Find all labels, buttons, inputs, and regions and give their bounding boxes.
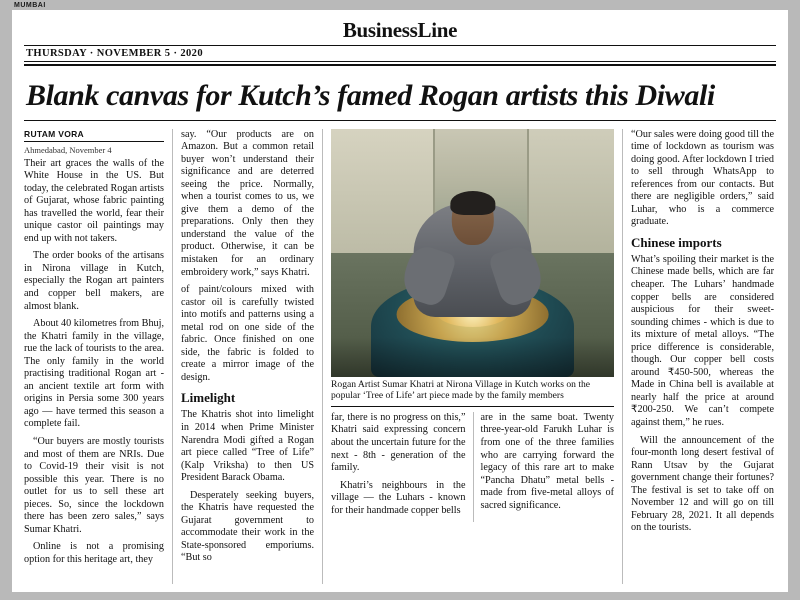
masthead-title xyxy=(24,20,776,41)
masthead-divider-bottom xyxy=(24,64,776,66)
paragraph: are in the same boat. Twenty three-year-old Farukh Luhar is from one of the three families who are carrying forward the legacy of this rare art to make “Pancha Dhatu” metal bells - made from five-metal alloys of sacred significance. xyxy=(480,411,614,511)
photo-wall-panel-right xyxy=(527,129,614,258)
paragraph: The Khatris shot into limelight in 2014 when Prime Minister Narendra Modi gifted a Rogan art piece called “Tree of Life” (Kalp Vriksha) to then US President Barack Obama. xyxy=(181,409,314,484)
paragraph: The order books of the artisans in Nirona village in Kutch, especially the Rogan art painters and copper bell makers, are almost blank. xyxy=(24,250,164,312)
masthead-divider-mid xyxy=(24,61,776,62)
photo-artist-hair xyxy=(450,191,495,216)
edition-city-label: MUMBAI xyxy=(14,2,46,9)
article-dateline: Ahmedabad, November 4 xyxy=(24,144,112,155)
article-byline: RUTAM VORA xyxy=(24,129,164,142)
headline-divider xyxy=(24,120,776,121)
paragraph: “Our sales were doing good till the time of lockdown as tourism was doing good. After lockdown I tried to sell through WhatsApp to references from our contacts. But there are negligible orders,” said Luhar, who is a commerce graduate. xyxy=(631,128,774,228)
paragraph: of paint/colours mixed with castor oil is carefully twisted into motifs and patterns using a metal rod on one side of the fabric. Once finished on one side, the fabric is folded to create a mirror image of the design. xyxy=(181,284,314,383)
photo-caption: Rogan Artist Sumar Khatri at Nirona Village in Kutch works on the popular ‘Tree of Life’ art piece made by the family members xyxy=(331,377,614,407)
article-photo xyxy=(331,129,614,377)
masthead xyxy=(24,18,776,66)
paragraph: Khatri’s neighbours in the village — the Luhars - known for their handmade copper bells xyxy=(331,479,466,516)
paragraph: far, there is no progress on this,” Khatri said expressing concern about the uncertain future for the next - 8th - generation of the family. xyxy=(331,411,466,474)
article-photo-block xyxy=(331,129,614,407)
paragraph: About 40 kilometres from Bhuj, the Khatri family in the village, rue the lack of tourists to the area. The only family in the world practising traditional Rogan art - an ancient textile art form with origins in Persia some 300 years ago — have termed this season a complete fail. xyxy=(24,318,165,430)
section-subhead-chinese-imports: Chinese imports xyxy=(631,234,722,250)
masthead-brand-business: Business xyxy=(342,18,418,42)
photo-vignette xyxy=(331,337,614,377)
paragraph: Desperately seeking buyers, the Khatris have requested the Gujarat government to accommodate their work in the State-sponsored emporiums. “But so xyxy=(181,489,314,564)
article-column-1 xyxy=(24,129,172,584)
section-subhead-limelight: Limelight xyxy=(181,390,236,406)
paragraph: Will the announcement of the four-month long desert festival of Rann Utsav by the Gujarat government change their fortunes? The festival is set to take off on November 12 and will go on till February 28, 2021. It all depends on the tourists. xyxy=(631,434,774,534)
article-column-3-left xyxy=(331,412,473,522)
paragraph: say. “Our products are on Amazon. But a common retail buyer won’t understand their significance and are deterred seeing the price. Normally, when a tourist comes to us, we give them a demo of the preparations. Only then they understand the value of the product. Otherwise, it can be mistaken for an ordinary embroidery work,” says Khatri. xyxy=(181,128,314,278)
masthead-brand-line: Line xyxy=(417,18,458,42)
masthead-date: THURSDAY · NOVEMBER 5 · 2020 xyxy=(26,48,203,59)
article-columns xyxy=(24,129,776,584)
article-column-3-subcolumns xyxy=(331,412,614,522)
article-column-3-right xyxy=(473,412,615,522)
article-headline: Blank canvas for Kutch’s famed Rogan artists this Diwali xyxy=(26,79,715,112)
paragraph: Online is not a promising option for this heritage art, they xyxy=(24,541,164,565)
article-column-4 xyxy=(622,129,774,584)
article-column-3 xyxy=(322,129,622,584)
newspaper-sheet xyxy=(12,10,788,592)
paragraph: What’s spoiling their market is the Chinese made bells, which are far cheaper. The Luhars’ handmade copper bells are considered auspicious for their sweet-sounding chimes - which is due to its mixture of metal alloys. “The price difference is considerable, though. Our copper bell costs around ₹450-500, whereas the Made in China bell is available at nearly half the price at around ₹200-250. We can’t compete against them,” he rues. xyxy=(631,253,774,428)
paragraph: Their art graces the walls of the White House in the US. But today, the celebrated Rogan artists of Gujarat, whose fabric painting has travelled the world, fear their unique castor oil paintings may end up with not takers. xyxy=(24,157,164,244)
article-column-2 xyxy=(172,129,322,584)
paragraph: “Our buyers are mostly tourists and most of them are NRIs. Due to Covid-19 their visit is not possible this year. There is no outlet for us to sell these art pieces. So, since the lockdown there has been zero sales,” says Sumar Khatri. xyxy=(24,435,164,535)
